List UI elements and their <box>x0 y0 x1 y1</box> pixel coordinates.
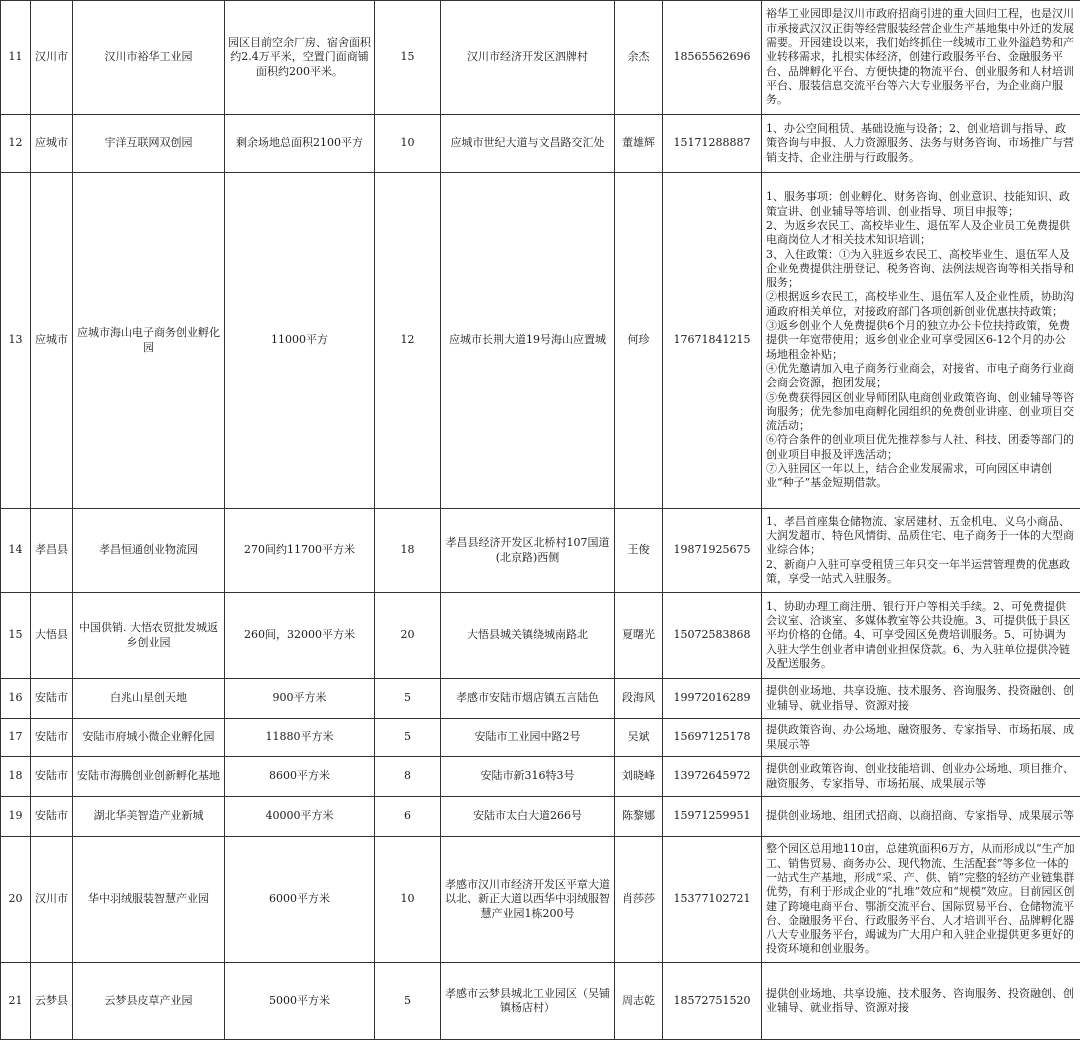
service-description-line: 裕华工业园即是汉川市政府招商引进的重大回归工程，也是汉川市承接武汉汉正街等经营服装经营企业生产基地集中外迁的发展需要。开园建设以来，我们始终抓住一线城市工业外溢趋势和产业转移需求，扎根实体经济，创建行政服务平台、金融服务平台、品牌孵化平台、方便快捷的物流平台、创业服务和人材培训平台、服装信息交流平台等六大专业服务平台，为企业商户服务。 <box>766 7 1076 107</box>
table-row <box>1 1 1080 115</box>
row-number-cell: 19 <box>1 797 31 837</box>
service-description-cell <box>762 837 1080 963</box>
contact-person-cell: 陈黎娜 <box>615 797 663 837</box>
table-row <box>1 509 1080 593</box>
table-body <box>1 1 1080 1040</box>
contact-person-cell: 何珍 <box>615 173 663 509</box>
area-cell: 园区目前空余厂房、宿舍面积约2.4万平米，空置门面商铺面积约200平米。 <box>225 1 375 115</box>
park-name-cell: 汉川市裕华工业园 <box>73 1 225 115</box>
row-number-cell: 13 <box>1 173 31 509</box>
area-cell: 900平方米 <box>225 679 375 719</box>
service-description-cell <box>762 963 1080 1040</box>
service-description-line: 提供创业场地、组团式招商、以商招商、专家指导、成果展示等 <box>766 809 1076 823</box>
city-cell: 应城市 <box>31 115 73 173</box>
phone-cell: 15171288887 <box>663 115 762 173</box>
capacity-cell: 5 <box>375 719 441 757</box>
row-number-cell: 11 <box>1 1 31 115</box>
service-description-line: 提供政策咨询、办公场地、融资服务、专家指导、市场拓展、成果展示等 <box>766 723 1076 752</box>
row-number-cell: 15 <box>1 593 31 679</box>
area-cell: 11000平方 <box>225 173 375 509</box>
service-description-line: ⑤免费获得园区创业导师团队电商创业政策咨询、创业辅导等咨询服务；优先参加电商孵化园组织的免费创业讲座、创业项目交流活动； <box>766 391 1076 434</box>
capacity-cell: 10 <box>375 837 441 963</box>
service-description-line: ③返乡创业个人免费提供6个月的独立办公卡位扶持政策，免费提供一年宽带使用；返乡创业企业可享受园区6-12个月的办公场地租金补贴； <box>766 319 1076 362</box>
contact-person-cell: 董雄辉 <box>615 115 663 173</box>
contact-person-cell: 刘晓峰 <box>615 757 663 797</box>
phone-cell: 18565562696 <box>663 1 762 115</box>
service-description-cell <box>762 173 1080 509</box>
table-row <box>1 593 1080 679</box>
service-description-cell <box>762 719 1080 757</box>
row-number-cell: 14 <box>1 509 31 593</box>
table-row <box>1 757 1080 797</box>
city-cell: 安陆市 <box>31 757 73 797</box>
park-name-cell: 应城市海山电子商务创业孵化园 <box>73 173 225 509</box>
contact-person-cell: 周志乾 <box>615 963 663 1040</box>
phone-cell: 15377102721 <box>663 837 762 963</box>
phone-cell: 15072583868 <box>663 593 762 679</box>
service-description-line: 整个园区总用地110亩，总建筑面积6万方，从而形成以“生产加工、销售贸易、商务办公、现代物流、生活配套”等多位一体的一站式生产基地，形成“采、产、供、销”完整的轻纺产业链集群优势，有利于形成企业的“扎堆”效应和“规模”效应。目前园区创建了跨境电商平台、鄂浙交流平台、国际贸易平台、仓储物流平台、金融服务平台、行政服务平台、人才培训平台、品牌孵化器八大专业服务平台，竭诚为广大用户和入驻企业提供更多更好的投资环境和创业服务。 <box>766 842 1076 956</box>
address-cell: 安陆市工业园中路2号 <box>441 719 615 757</box>
address-cell: 应城市世纪大道与文昌路交汇处 <box>441 115 615 173</box>
address-cell: 汉川市经济开发区泗牌村 <box>441 1 615 115</box>
park-name-cell: 孝昌恒通创业物流园 <box>73 509 225 593</box>
service-description-line: 提供创业场地、共享设施、技术服务、咨询服务、投资融创、创业辅导、就业指导、资源对接 <box>766 684 1076 713</box>
service-description-cell <box>762 509 1080 593</box>
table-row <box>1 837 1080 963</box>
area-cell: 270间约11700平方米 <box>225 509 375 593</box>
address-cell: 安陆市新316特3号 <box>441 757 615 797</box>
contact-person-cell: 肖莎莎 <box>615 837 663 963</box>
service-description-line: ⑦入驻园区一年以上，结合企业发展需求，可向园区申请创业“种子”基金短期借款。 <box>766 462 1076 491</box>
address-cell: 孝感市汉川市经济开发区平章大道以北、新正大道以西华中羽绒服智慧产业园1栋200号 <box>441 837 615 963</box>
park-name-cell: 宇洋互联网双创园 <box>73 115 225 173</box>
table-row <box>1 719 1080 757</box>
area-cell: 11880平方米 <box>225 719 375 757</box>
service-description-line: ④优先邀请加入电子商务行业商会，对接省、市电子商务行业商会商会资源，抱团发展； <box>766 362 1076 391</box>
phone-cell: 15697125178 <box>663 719 762 757</box>
city-cell: 汉川市 <box>31 837 73 963</box>
park-name-cell: 安陆市海腾创业创新孵化基地 <box>73 757 225 797</box>
service-description-line: ⑥符合条件的创业项目优先推荐参与人社、科技、团委等部门的创业项目申报及评选活动； <box>766 433 1076 462</box>
service-description-line: 1、孝昌首座集仓储物流、家居建材、五金机电、义乌小商品、大润发超市、特色风情街、品质住宅、电子商务于一体的大型商业综合体； <box>766 515 1076 558</box>
capacity-cell: 5 <box>375 679 441 719</box>
city-cell: 汉川市 <box>31 1 73 115</box>
contact-person-cell: 余杰 <box>615 1 663 115</box>
city-cell: 安陆市 <box>31 797 73 837</box>
capacity-cell: 15 <box>375 1 441 115</box>
service-description-line: 提供创业政策咨询、创业技能培训、创业办公场地、项目推介、融资服务、专家指导、市场拓展、成果展示等 <box>766 762 1076 791</box>
park-name-cell: 中国供销. 大悟农贸批发城返乡创业园 <box>73 593 225 679</box>
area-cell: 40000平方米 <box>225 797 375 837</box>
city-cell: 大悟县 <box>31 593 73 679</box>
row-number-cell: 12 <box>1 115 31 173</box>
service-description-line: ②根据返乡农民工，高校毕业生、退伍军人及企业性质，协助沟通政府相关单位，对接政府部门各项创新创业优惠扶持政策； <box>766 290 1076 319</box>
area-cell: 260间，32000平方米 <box>225 593 375 679</box>
city-cell: 安陆市 <box>31 679 73 719</box>
capacity-cell: 18 <box>375 509 441 593</box>
address-cell: 大悟县城关镇绕城南路北 <box>441 593 615 679</box>
city-cell: 应城市 <box>31 173 73 509</box>
contact-person-cell: 段海风 <box>615 679 663 719</box>
service-description-cell <box>762 757 1080 797</box>
table-row <box>1 173 1080 509</box>
table-row <box>1 797 1080 837</box>
row-number-cell: 21 <box>1 963 31 1040</box>
capacity-cell: 12 <box>375 173 441 509</box>
city-cell: 云梦县 <box>31 963 73 1040</box>
area-cell: 6000平方米 <box>225 837 375 963</box>
service-description-line: 2、为返乡农民工、高校毕业生、退伍军人及企业员工免费提供电商岗位人才相关技术知识培训； <box>766 219 1076 248</box>
address-cell: 安陆市太白大道266号 <box>441 797 615 837</box>
capacity-cell: 8 <box>375 757 441 797</box>
capacity-cell: 5 <box>375 963 441 1040</box>
capacity-cell: 6 <box>375 797 441 837</box>
service-description-line: 1、办公空间租赁、基础设施与设备；2、创业培训与指导、政策咨询与申报、人力资源服务、法务与财务咨询、市场推广与营销支持、企业注册与行政服务。 <box>766 122 1076 165</box>
park-name-cell: 白兆山星创天地 <box>73 679 225 719</box>
phone-cell: 19871925675 <box>663 509 762 593</box>
park-name-cell: 湖北华美智造产业新城 <box>73 797 225 837</box>
park-name-cell: 华中羽绒服装智慧产业园 <box>73 837 225 963</box>
contact-person-cell: 王俊 <box>615 509 663 593</box>
service-description-cell <box>762 1 1080 115</box>
address-cell: 孝昌县经济开发区北桥村107国道(北京路)西侧 <box>441 509 615 593</box>
service-description-line: 提供创业场地、共享设施、技术服务、咨询服务、投资融创、创业辅导、就业指导、资源对接 <box>766 987 1076 1016</box>
area-cell: 8600平方米 <box>225 757 375 797</box>
table-row <box>1 963 1080 1040</box>
phone-cell: 13972645972 <box>663 757 762 797</box>
address-cell: 孝感市云梦县城北工业园区（吴铺镇杨店村） <box>441 963 615 1040</box>
row-number-cell: 17 <box>1 719 31 757</box>
capacity-cell: 10 <box>375 115 441 173</box>
table-row <box>1 679 1080 719</box>
phone-cell: 15971259951 <box>663 797 762 837</box>
address-cell: 应城市长荆大道19号海山应置城 <box>441 173 615 509</box>
service-description-cell <box>762 679 1080 719</box>
contact-person-cell: 吴斌 <box>615 719 663 757</box>
service-description-cell <box>762 593 1080 679</box>
row-number-cell: 18 <box>1 757 31 797</box>
service-description-line: 1、服务事项：创业孵化、财务咨询、创业意识、技能知识、政策宣讲、创业辅导等培训、创业指导、项目申报等； <box>766 190 1076 219</box>
address-cell: 孝感市安陆市烟店镇五言陆色 <box>441 679 615 719</box>
service-description-line: 3、入住政策：①为入驻返乡农民工、高校毕业生、退伍军人及企业免费提供注册登记、税务咨询、法例法规咨询等相关指导和服务； <box>766 248 1076 291</box>
city-cell: 孝昌县 <box>31 509 73 593</box>
city-cell: 安陆市 <box>31 719 73 757</box>
phone-cell: 19972016289 <box>663 679 762 719</box>
area-cell: 5000平方米 <box>225 963 375 1040</box>
area-cell: 剩余场地总面积2100平方 <box>225 115 375 173</box>
park-name-cell: 安陆市府城小微企业孵化园 <box>73 719 225 757</box>
row-number-cell: 20 <box>1 837 31 963</box>
service-description-line: 2、新商户入驻可享受租赁三年只交一年半运营管理费的优惠政策，享受一站式入驻服务。 <box>766 558 1076 587</box>
contact-person-cell: 夏曙光 <box>615 593 663 679</box>
phone-cell: 17671841215 <box>663 173 762 509</box>
phone-cell: 18572751520 <box>663 963 762 1040</box>
service-description-cell <box>762 115 1080 173</box>
table-row <box>1 115 1080 173</box>
park-name-cell: 云梦县皮草产业园 <box>73 963 225 1040</box>
service-description-line: 1、协助办理工商注册、银行开户等相关手续。2、可免费提供会议室、洽谈室、多媒体教室等公共设施。3、可提供低于县区平均价格的仓储。4、可享受园区免费培训服务。5、可协调为入驻大学生创业者申请创业担保贷款。6、为入驻单位提供冷链及配送服务。 <box>766 600 1076 671</box>
row-number-cell: 16 <box>1 679 31 719</box>
service-description-cell <box>762 797 1080 837</box>
capacity-cell: 20 <box>375 593 441 679</box>
